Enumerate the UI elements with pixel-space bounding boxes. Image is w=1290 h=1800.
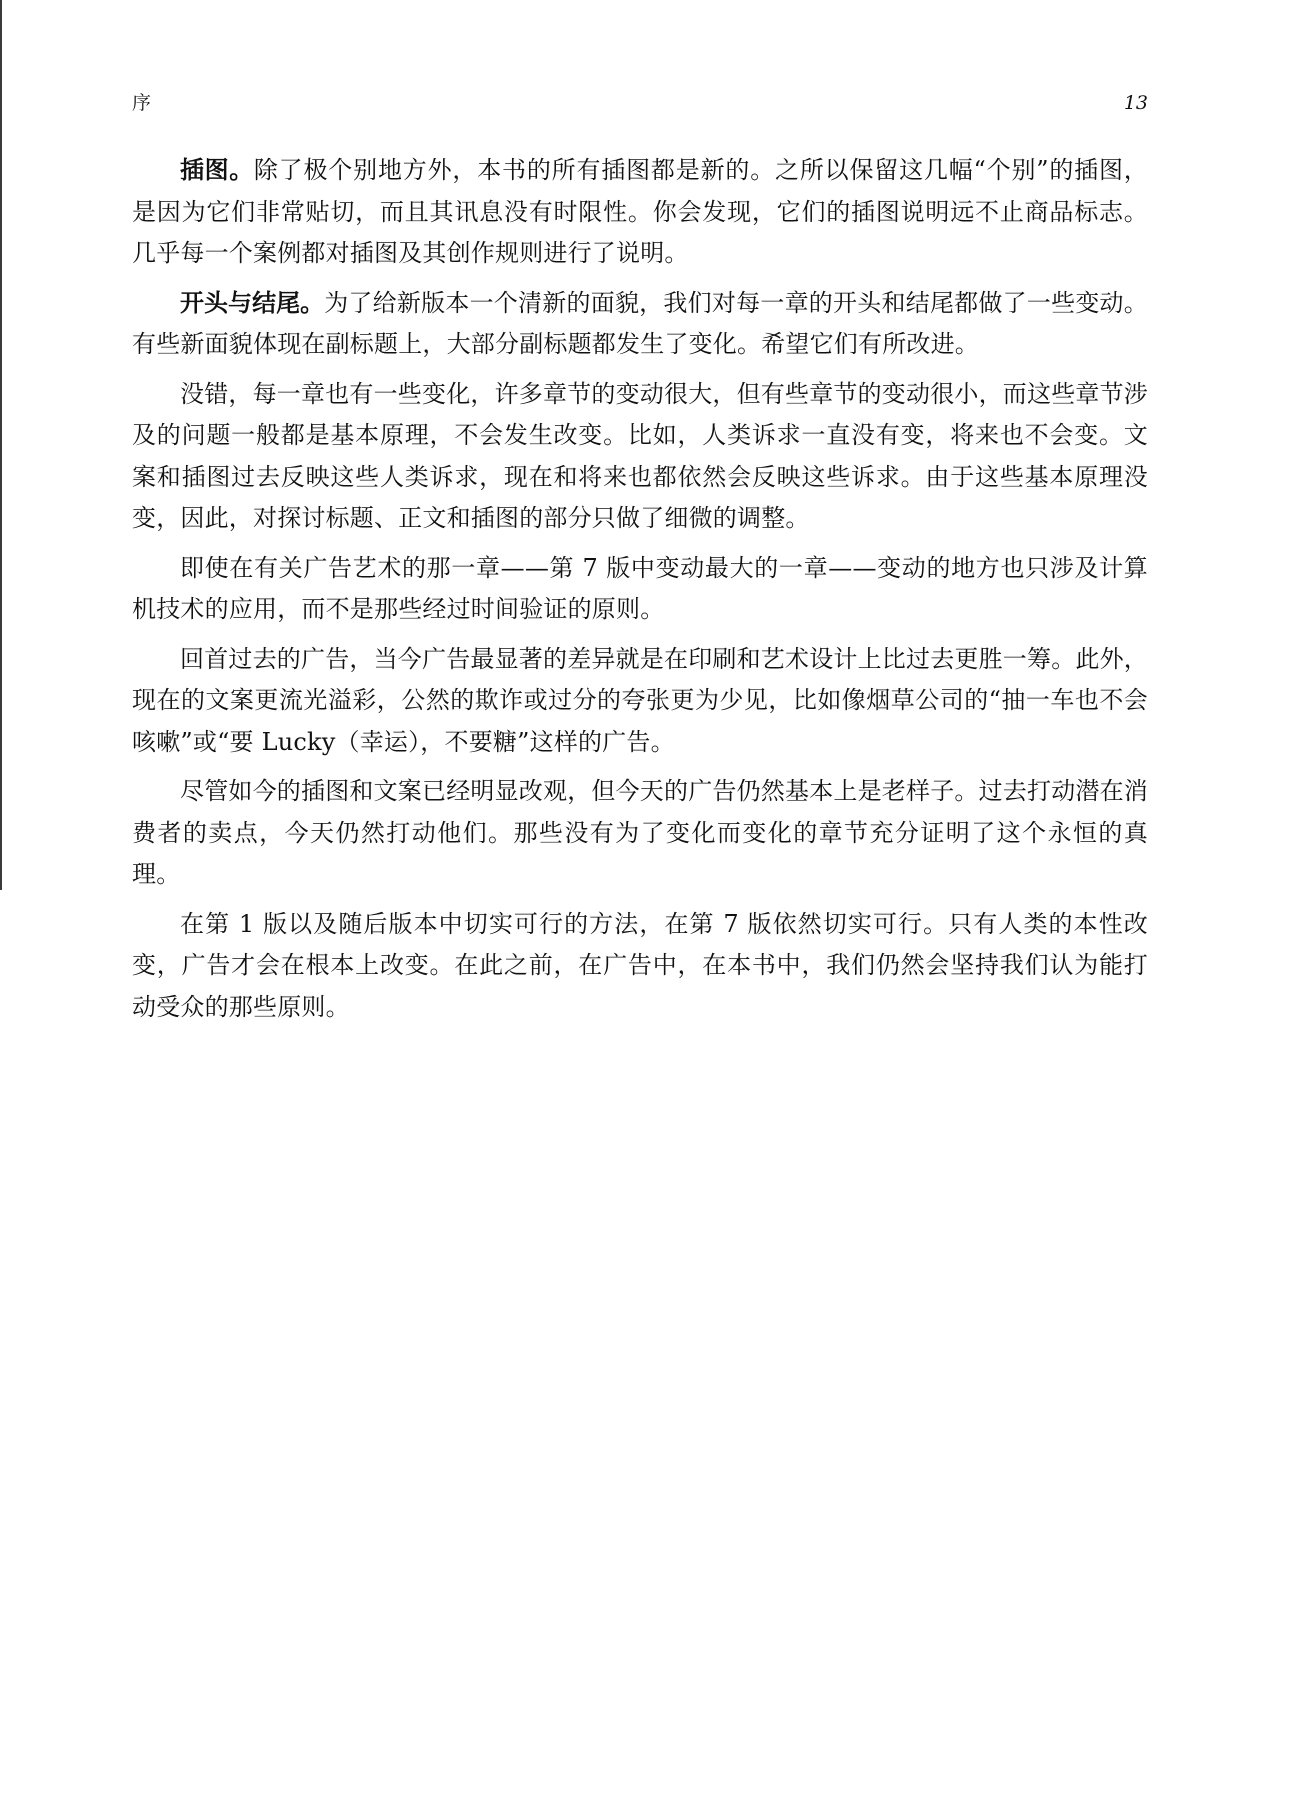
paragraph-lead: 开头与结尾。 bbox=[180, 288, 325, 317]
paragraph-past-ads bbox=[132, 639, 1148, 764]
paragraph-text: 在第 1 版以及随后版本中切实可行的方法，在第 7 版依然切实可行。只有人类的本性改变，广告才会在根本上改变。在此之前，在广告中，在本书中，我们仍然会坚持我们认为能打动受众的那些原则。 bbox=[132, 909, 1148, 1021]
paragraph-text: 回首过去的广告，当今广告最显著的差异就是在印刷和艺术设计上比过去更胜一筹。此外，现在的文案更流光溢彩，公然的欺诈或过分的夸张更为少见，比如像烟草公司的“抽一车也不会咳嗽”或“要 Lucky（幸运），不要糖”这样的广告。 bbox=[132, 644, 1148, 756]
paragraph-text: 没错，每一章也有一些变化，许多章节的变动很大，但有些章节的变动很小，而这些章节涉及的问题一般都是基本原理，不会发生改变。比如，人类诉求一直没有变，将来也不会变。文案和插图过去反映这些人类诉求，现在和将来也都依然会反映这些诉求。由于这些基本原理没变，因此，对探讨标题、正文和插图的部分只做了细微的调整。 bbox=[132, 379, 1148, 532]
page-header bbox=[132, 88, 1148, 118]
paragraph-principles bbox=[132, 904, 1148, 1029]
paragraph-illustrations bbox=[132, 150, 1148, 275]
scan-edge-line bbox=[0, 0, 2, 890]
paragraph-enduring-truth bbox=[132, 771, 1148, 896]
paragraph-text: 即使在有关广告艺术的那一章——第 7 版中变动最大的一章——变动的地方也只涉及计算机技术的应用，而不是那些经过时间验证的原则。 bbox=[132, 553, 1148, 623]
paragraph-text: 除了极个别地方外，本书的所有插图都是新的。之所以保留这几幅“个别”的插图，是因为它们非常贴切，而且其讯息没有时限性。你会发现，它们的插图说明远不止商品标志。几乎每一个案例都对插图及其创作规则进行了说明。 bbox=[132, 156, 1149, 267]
paragraph-text: 为了给新版本一个清新的面貌，我们对每一章的开头和结尾都做了一些变动。有些新面貌体现在副标题上，大部分副标题都发生了变化。希望它们有所改进。 bbox=[132, 288, 1148, 358]
paragraph-chapter-changes bbox=[132, 374, 1148, 540]
paragraph-openings-endings bbox=[132, 283, 1148, 366]
body-text bbox=[132, 150, 1148, 1036]
paragraph-lead: 插图。 bbox=[180, 156, 254, 184]
paragraph-text: 尽管如今的插图和文案已经明显改观，但今天的广告仍然基本上是老样子。过去打动潜在消费者的卖点，今天仍然打动他们。那些没有为了变化而变化的章节充分证明了这个永恒的真理。 bbox=[132, 777, 1148, 888]
running-head-section: 序 bbox=[132, 92, 152, 114]
paragraph-ad-art-chapter bbox=[132, 548, 1148, 631]
page-number: 13 bbox=[1123, 92, 1148, 114]
